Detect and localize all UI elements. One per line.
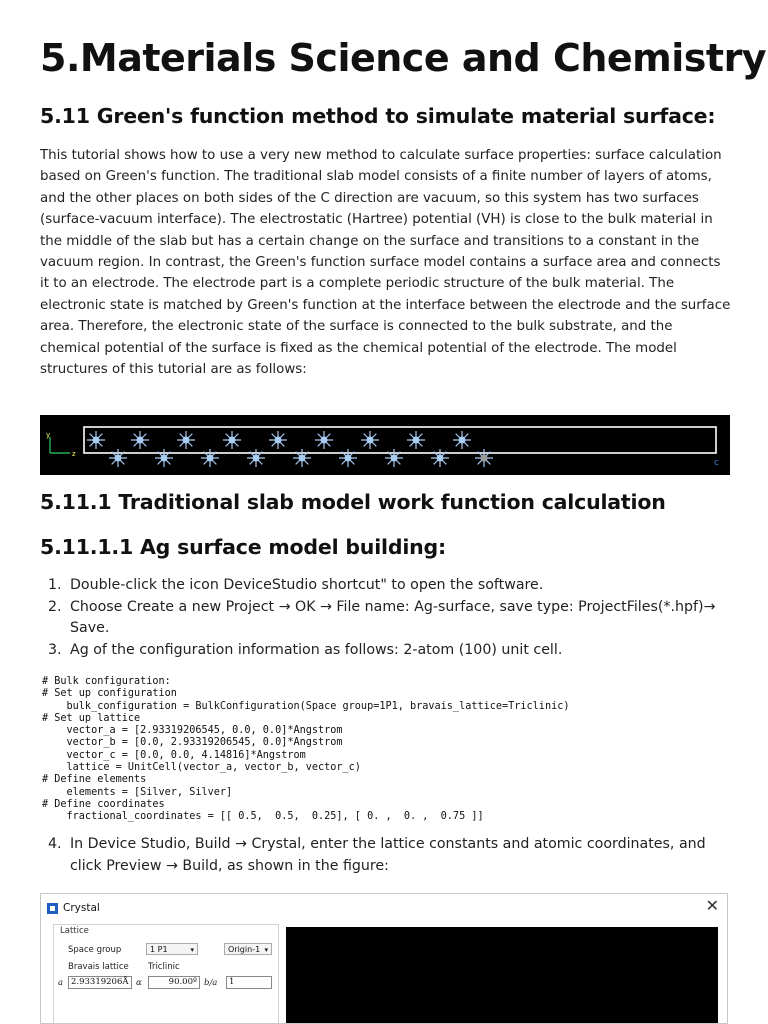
step-item — [40, 640, 730, 662]
a-input[interactable] — [68, 976, 132, 989]
step-item — [40, 575, 730, 597]
app-icon — [47, 903, 58, 914]
subsection-heading-1: 5.11.1 Traditional slab model work function calculation — [40, 490, 666, 514]
code-line: # Set up configuration — [42, 688, 177, 700]
atom-core — [299, 455, 306, 462]
code-line: fractional_coordinates = [[ 0.5, 0.5, 0.25], [ 0. , 0. , 0.75 ]] — [42, 811, 484, 823]
space-group-label: Space group — [68, 945, 122, 955]
slab-structure-image — [40, 415, 730, 475]
a-symbol: a — [58, 978, 64, 988]
atom-core — [183, 437, 190, 444]
atom — [87, 431, 105, 449]
atom — [293, 449, 311, 467]
atom-core — [321, 437, 328, 444]
atom — [315, 431, 333, 449]
atom-core — [207, 455, 214, 462]
space-group-select[interactable] — [146, 943, 198, 955]
section-heading: 5.11 Green's function method to simulate material surface: — [40, 104, 716, 128]
atom — [109, 449, 127, 467]
code-line: lattice = UnitCell(vector_a, vector_b, vector_c) — [42, 762, 361, 774]
step-text: Choose Create a new Project → OK → File name: Ag-surface, save type: ProjectFiles(*.hpf)→ Save. — [70, 598, 716, 637]
corner-c-label: c — [714, 458, 719, 468]
code-line: vector_c = [0.0, 0.0, 4.14816]*Angstrom — [42, 749, 306, 761]
code-line: vector_b = [0.0, 2.93319206545, 0.0]*Angstrom — [42, 737, 343, 749]
bravais-lattice-label: Bravais lattice — [68, 962, 129, 972]
code-line: # Set up lattice — [42, 712, 141, 724]
atom — [223, 431, 241, 449]
step-number: 3. — [48, 641, 62, 658]
code-line: bulk_configuration = BulkConfiguration(Space group=1P1, bravais_lattice=Triclinic) — [42, 700, 570, 712]
dialog-title: Crystal — [63, 902, 100, 914]
atom — [131, 431, 149, 449]
atom-core — [459, 437, 466, 444]
atom — [339, 449, 357, 467]
atom — [453, 431, 471, 449]
atom-core — [93, 437, 100, 444]
close-icon[interactable]: ✕ — [705, 896, 719, 915]
alpha-symbol: α — [136, 978, 142, 988]
atom — [407, 431, 425, 449]
atom-core — [137, 437, 144, 444]
atom — [269, 431, 287, 449]
chevron-down-icon: ▾ — [190, 946, 194, 954]
step-text: In Device Studio, Build → Crystal, enter the lattice constants and atomic coordinates, and click Preview → Build, as shown in the figure: — [70, 836, 706, 874]
lattice-group-label: Lattice — [60, 926, 89, 936]
code-line: # Define coordinates — [42, 798, 165, 810]
atom-group — [87, 431, 493, 467]
atom-core — [229, 437, 236, 444]
atom — [361, 431, 379, 449]
ba-input[interactable] — [226, 976, 272, 989]
origin-select[interactable] — [224, 943, 272, 955]
bravais-lattice-value: Triclinic — [148, 962, 180, 972]
atom — [247, 449, 265, 467]
crystal-dialog — [40, 893, 728, 1024]
atom-core — [253, 455, 260, 462]
chevron-down-icon: ▾ — [264, 946, 268, 954]
atom — [155, 449, 173, 467]
atom-core — [161, 455, 168, 462]
axis-z-label: z — [72, 450, 76, 458]
atom — [431, 449, 449, 467]
steps-list-a — [40, 575, 730, 661]
a-value: 2.93319206Å — [71, 977, 129, 987]
code-block — [42, 676, 732, 824]
atom-core — [391, 455, 398, 462]
alpha-input[interactable] — [148, 976, 200, 989]
slab-structure-figure — [40, 415, 730, 475]
dialog-titlebar — [47, 900, 100, 916]
atom-marker — [481, 455, 488, 462]
atom-core — [437, 455, 444, 462]
ba-symbol: b/a — [204, 978, 218, 988]
steps-list-b — [40, 834, 730, 877]
atom-core — [367, 437, 374, 444]
atom — [385, 449, 403, 467]
code-line: # Define elements — [42, 774, 147, 786]
atom-core — [413, 437, 420, 444]
atom-core — [115, 455, 122, 462]
origin-value: Origin-1 — [228, 945, 261, 954]
code-line: # Bulk configuration: — [42, 676, 171, 687]
step-number: 2. — [48, 598, 62, 615]
lattice-group — [53, 924, 279, 1024]
subsection-heading-2: 5.11.1.1 Ag surface model building: — [40, 535, 447, 559]
step-number: 1. — [48, 577, 62, 593]
intro-paragraph: This tutorial shows how to use a very new method to calculate surface properties: surface calculation based on Green's function. The traditional slab model consists of a finite number of layers of atoms, and the other places on both sides of the C direction are vacuum, so this system has two surfaces (surface-vacuum interface). The electrostatic (Hartree) potential (VH) is close to the bulk material in the middle of the slab but has a certain change on the surface and transitions to a constant in the vacuum region. In contrast, the Green's function surface model contains a surface area and connects it to an electrode. The electrode part is a complete periodic structure of the bulk material. The electronic state is matched by Green's function at the interface between the electrode and the surface area. Therefore, the electronic state of the surface is connected to the bulk substrate, and the chemical potential of the surface is fixed as the chemical potential of the electrode. The model structures of this tutorial are as follows: — [40, 148, 731, 378]
space-group-value: 1 P1 — [150, 945, 168, 954]
step-item — [40, 834, 730, 877]
page-title: 5.Materials Science and Chemistry — [40, 36, 767, 80]
step-item — [40, 597, 730, 640]
atom — [201, 449, 219, 467]
step-text: Double-click the icon DeviceStudio shortcut" to open the software. — [70, 577, 544, 593]
atom-core — [345, 455, 352, 462]
axis-y-label: y — [46, 431, 51, 439]
code-line: vector_a = [2.93319206545, 0.0, 0.0]*Angstrom — [42, 725, 343, 737]
preview-canvas — [286, 927, 718, 1024]
atom — [177, 431, 195, 449]
alpha-value: 90.00º — [168, 977, 197, 987]
step-text: Ag of the configuration information as follows: 2-atom (100) unit cell. — [70, 641, 563, 658]
code-line: elements = [Silver, Silver] — [42, 786, 233, 798]
step-number: 4. — [48, 836, 62, 852]
atom-core — [275, 437, 282, 444]
ba-value: 1 — [229, 977, 235, 987]
